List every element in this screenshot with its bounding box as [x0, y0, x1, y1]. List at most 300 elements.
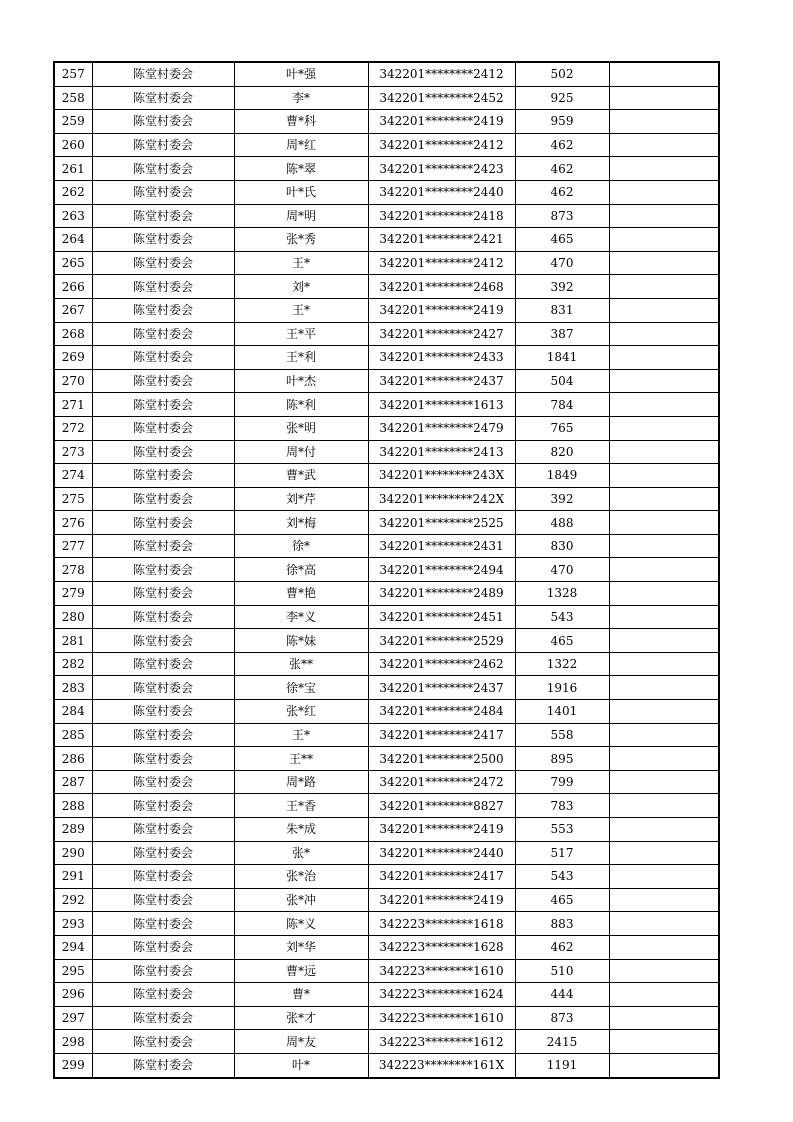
id-number-cell: 342201********2529: [368, 629, 515, 653]
table-row: [54, 629, 719, 653]
remark-cell: [609, 629, 719, 653]
table-row: [54, 275, 719, 299]
table-row: [54, 534, 719, 558]
table-row: [54, 416, 719, 440]
remark-cell: [609, 511, 719, 535]
village-committee-cell: 陈堂村委会: [92, 1030, 234, 1054]
id-number-cell: 342201********2421: [368, 228, 515, 252]
id-number-cell: 342201********2489: [368, 582, 515, 606]
row-number-cell: 267: [54, 298, 92, 322]
row-number-cell: 265: [54, 251, 92, 275]
village-committee-cell: 陈堂村委会: [92, 393, 234, 417]
table-row: [54, 888, 719, 912]
village-committee-cell: 陈堂村委会: [92, 511, 234, 535]
remark-cell: [609, 298, 719, 322]
person-name-cell: 周*路: [234, 770, 368, 794]
remark-cell: [609, 464, 719, 488]
table-row: [54, 440, 719, 464]
person-name-cell: 刘*华: [234, 935, 368, 959]
row-number-cell: 289: [54, 818, 92, 842]
row-number-cell: 278: [54, 558, 92, 582]
person-name-cell: 叶*: [234, 1053, 368, 1077]
id-number-cell: 342201********2472: [368, 770, 515, 794]
remark-cell: [609, 794, 719, 818]
person-name-cell: 王*香: [234, 794, 368, 818]
id-number-cell: 342201********2437: [368, 676, 515, 700]
remark-cell: [609, 1006, 719, 1030]
village-committee-cell: 陈堂村委会: [92, 700, 234, 724]
id-number-cell: 342201********2419: [368, 818, 515, 842]
village-committee-cell: 陈堂村委会: [92, 629, 234, 653]
village-committee-cell: 陈堂村委会: [92, 959, 234, 983]
row-number-cell: 281: [54, 629, 92, 653]
row-number-cell: 299: [54, 1053, 92, 1077]
id-number-cell: 342223********1624: [368, 983, 515, 1007]
remark-cell: [609, 700, 719, 724]
village-committee-cell: 陈堂村委会: [92, 723, 234, 747]
amount-cell: 488: [515, 511, 609, 535]
person-name-cell: 刘*: [234, 275, 368, 299]
amount-cell: 510: [515, 959, 609, 983]
amount-cell: 830: [515, 534, 609, 558]
amount-cell: 462: [515, 935, 609, 959]
amount-cell: 765: [515, 416, 609, 440]
village-committee-cell: 陈堂村委会: [92, 534, 234, 558]
village-committee-cell: 陈堂村委会: [92, 204, 234, 228]
village-committee-cell: 陈堂村委会: [92, 676, 234, 700]
person-name-cell: 曹*: [234, 983, 368, 1007]
remark-cell: [609, 487, 719, 511]
id-number-cell: 342201********2479: [368, 416, 515, 440]
remark-cell: [609, 86, 719, 110]
remark-cell: [609, 1053, 719, 1077]
id-number-cell: 342201********2433: [368, 346, 515, 370]
id-number-cell: 342201********2525: [368, 511, 515, 535]
row-number-cell: 285: [54, 723, 92, 747]
id-number-cell: 342223********1610: [368, 959, 515, 983]
amount-cell: 1191: [515, 1053, 609, 1077]
table-row: [54, 180, 719, 204]
remark-cell: [609, 841, 719, 865]
village-committee-cell: 陈堂村委会: [92, 133, 234, 157]
row-number-cell: 287: [54, 770, 92, 794]
id-number-cell: 342201********2440: [368, 841, 515, 865]
table-row: [54, 1030, 719, 1054]
village-committee-cell: 陈堂村委会: [92, 110, 234, 134]
table-row: [54, 605, 719, 629]
village-committee-cell: 陈堂村委会: [92, 62, 234, 86]
row-number-cell: 298: [54, 1030, 92, 1054]
person-name-cell: 王*平: [234, 322, 368, 346]
row-number-cell: 293: [54, 912, 92, 936]
table-row: [54, 369, 719, 393]
village-committee-cell: 陈堂村委会: [92, 157, 234, 181]
id-number-cell: 342223********1610: [368, 1006, 515, 1030]
village-committee-cell: 陈堂村委会: [92, 487, 234, 511]
village-committee-cell: 陈堂村委会: [92, 1006, 234, 1030]
remark-cell: [609, 676, 719, 700]
id-number-cell: 342201********2452: [368, 86, 515, 110]
person-name-cell: 徐*: [234, 534, 368, 558]
remark-cell: [609, 888, 719, 912]
amount-cell: 543: [515, 865, 609, 889]
village-committee-cell: 陈堂村委会: [92, 865, 234, 889]
person-name-cell: 周*红: [234, 133, 368, 157]
row-number-cell: 262: [54, 180, 92, 204]
person-name-cell: 叶*杰: [234, 369, 368, 393]
amount-cell: 883: [515, 912, 609, 936]
row-number-cell: 280: [54, 605, 92, 629]
table-row: [54, 228, 719, 252]
person-name-cell: 刘*芹: [234, 487, 368, 511]
table-row: [54, 204, 719, 228]
remark-cell: [609, 865, 719, 889]
amount-cell: 1328: [515, 582, 609, 606]
amount-cell: 895: [515, 747, 609, 771]
row-number-cell: 260: [54, 133, 92, 157]
remark-cell: [609, 110, 719, 134]
id-number-cell: 342201********2427: [368, 322, 515, 346]
row-number-cell: 283: [54, 676, 92, 700]
id-number-cell: 342201********242X: [368, 487, 515, 511]
remark-cell: [609, 723, 719, 747]
amount-cell: 392: [515, 275, 609, 299]
person-name-cell: 陈*妹: [234, 629, 368, 653]
person-name-cell: 曹*武: [234, 464, 368, 488]
id-number-cell: 342201********2423: [368, 157, 515, 181]
village-committee-cell: 陈堂村委会: [92, 228, 234, 252]
row-number-cell: 270: [54, 369, 92, 393]
village-committee-cell: 陈堂村委会: [92, 369, 234, 393]
row-number-cell: 288: [54, 794, 92, 818]
roster-table: [53, 61, 720, 1079]
amount-cell: 873: [515, 1006, 609, 1030]
remark-cell: [609, 440, 719, 464]
remark-cell: [609, 912, 719, 936]
table-row: [54, 983, 719, 1007]
row-number-cell: 261: [54, 157, 92, 181]
remark-cell: [609, 275, 719, 299]
amount-cell: 465: [515, 629, 609, 653]
remark-cell: [609, 818, 719, 842]
table-row: [54, 393, 719, 417]
person-name-cell: 王*: [234, 723, 368, 747]
id-number-cell: 342223********1628: [368, 935, 515, 959]
roster-sheet: [53, 61, 718, 1079]
village-committee-cell: 陈堂村委会: [92, 935, 234, 959]
amount-cell: 873: [515, 204, 609, 228]
table-row: [54, 912, 719, 936]
person-name-cell: 陈*翠: [234, 157, 368, 181]
person-name-cell: 曹*科: [234, 110, 368, 134]
id-number-cell: 342201********2500: [368, 747, 515, 771]
id-number-cell: 342201********2494: [368, 558, 515, 582]
village-committee-cell: 陈堂村委会: [92, 464, 234, 488]
id-number-cell: 342201********2412: [368, 133, 515, 157]
row-number-cell: 291: [54, 865, 92, 889]
id-number-cell: 342201********2417: [368, 865, 515, 889]
table-row: [54, 935, 719, 959]
remark-cell: [609, 62, 719, 86]
amount-cell: 959: [515, 110, 609, 134]
person-name-cell: 刘*梅: [234, 511, 368, 535]
row-number-cell: 259: [54, 110, 92, 134]
row-number-cell: 271: [54, 393, 92, 417]
person-name-cell: 李*义: [234, 605, 368, 629]
village-committee-cell: 陈堂村委会: [92, 841, 234, 865]
amount-cell: 502: [515, 62, 609, 86]
person-name-cell: 王*: [234, 298, 368, 322]
id-number-cell: 342201********2417: [368, 723, 515, 747]
amount-cell: 1849: [515, 464, 609, 488]
id-number-cell: 342201********2412: [368, 251, 515, 275]
amount-cell: 392: [515, 487, 609, 511]
amount-cell: 553: [515, 818, 609, 842]
village-committee-cell: 陈堂村委会: [92, 983, 234, 1007]
roster-table-body: [54, 62, 719, 1078]
id-number-cell: 342201********2419: [368, 110, 515, 134]
table-row: [54, 464, 719, 488]
amount-cell: 2415: [515, 1030, 609, 1054]
amount-cell: 462: [515, 133, 609, 157]
village-committee-cell: 陈堂村委会: [92, 582, 234, 606]
person-name-cell: 周*付: [234, 440, 368, 464]
id-number-cell: 342201********2412: [368, 62, 515, 86]
amount-cell: 543: [515, 605, 609, 629]
person-name-cell: 陈*利: [234, 393, 368, 417]
id-number-cell: 342201********2413: [368, 440, 515, 464]
table-row: [54, 346, 719, 370]
remark-cell: [609, 558, 719, 582]
remark-cell: [609, 935, 719, 959]
table-row: [54, 487, 719, 511]
id-number-cell: 342201********2431: [368, 534, 515, 558]
row-number-cell: 263: [54, 204, 92, 228]
amount-cell: 783: [515, 794, 609, 818]
remark-cell: [609, 346, 719, 370]
row-number-cell: 290: [54, 841, 92, 865]
row-number-cell: 269: [54, 346, 92, 370]
row-number-cell: 286: [54, 747, 92, 771]
table-row: [54, 676, 719, 700]
village-committee-cell: 陈堂村委会: [92, 346, 234, 370]
table-row: [54, 86, 719, 110]
village-committee-cell: 陈堂村委会: [92, 605, 234, 629]
remark-cell: [609, 133, 719, 157]
person-name-cell: 徐*高: [234, 558, 368, 582]
person-name-cell: 李*: [234, 86, 368, 110]
person-name-cell: 周*友: [234, 1030, 368, 1054]
amount-cell: 504: [515, 369, 609, 393]
remark-cell: [609, 204, 719, 228]
table-row: [54, 700, 719, 724]
village-committee-cell: 陈堂村委会: [92, 180, 234, 204]
person-name-cell: 张*明: [234, 416, 368, 440]
row-number-cell: 296: [54, 983, 92, 1007]
row-number-cell: 273: [54, 440, 92, 464]
table-row: [54, 1006, 719, 1030]
village-committee-cell: 陈堂村委会: [92, 747, 234, 771]
amount-cell: 387: [515, 322, 609, 346]
table-row: [54, 723, 719, 747]
table-row: [54, 110, 719, 134]
row-number-cell: 284: [54, 700, 92, 724]
remark-cell: [609, 157, 719, 181]
village-committee-cell: 陈堂村委会: [92, 298, 234, 322]
village-committee-cell: 陈堂村委会: [92, 275, 234, 299]
village-committee-cell: 陈堂村委会: [92, 416, 234, 440]
village-committee-cell: 陈堂村委会: [92, 652, 234, 676]
amount-cell: 799: [515, 770, 609, 794]
remark-cell: [609, 228, 719, 252]
amount-cell: 470: [515, 251, 609, 275]
village-committee-cell: 陈堂村委会: [92, 888, 234, 912]
id-number-cell: 342201********8827: [368, 794, 515, 818]
id-number-cell: 342201********2437: [368, 369, 515, 393]
id-number-cell: 342201********243X: [368, 464, 515, 488]
amount-cell: 784: [515, 393, 609, 417]
village-committee-cell: 陈堂村委会: [92, 86, 234, 110]
table-row: [54, 62, 719, 86]
person-name-cell: 曹*艳: [234, 582, 368, 606]
row-number-cell: 297: [54, 1006, 92, 1030]
remark-cell: [609, 983, 719, 1007]
amount-cell: 820: [515, 440, 609, 464]
person-name-cell: 张*治: [234, 865, 368, 889]
village-committee-cell: 陈堂村委会: [92, 558, 234, 582]
id-number-cell: 342201********2451: [368, 605, 515, 629]
person-name-cell: 张**: [234, 652, 368, 676]
row-number-cell: 257: [54, 62, 92, 86]
remark-cell: [609, 322, 719, 346]
table-row: [54, 747, 719, 771]
remark-cell: [609, 369, 719, 393]
remark-cell: [609, 605, 719, 629]
person-name-cell: 陈*义: [234, 912, 368, 936]
table-row: [54, 322, 719, 346]
remark-cell: [609, 652, 719, 676]
id-number-cell: 342201********2462: [368, 652, 515, 676]
person-name-cell: 叶*氏: [234, 180, 368, 204]
amount-cell: 470: [515, 558, 609, 582]
id-number-cell: 342201********2468: [368, 275, 515, 299]
person-name-cell: 叶*强: [234, 62, 368, 86]
id-number-cell: 342201********2419: [368, 298, 515, 322]
person-name-cell: 徐*宝: [234, 676, 368, 700]
remark-cell: [609, 959, 719, 983]
person-name-cell: 张*: [234, 841, 368, 865]
table-row: [54, 959, 719, 983]
remark-cell: [609, 393, 719, 417]
amount-cell: 517: [515, 841, 609, 865]
row-number-cell: 294: [54, 935, 92, 959]
table-row: [54, 652, 719, 676]
remark-cell: [609, 251, 719, 275]
remark-cell: [609, 1030, 719, 1054]
table-row: [54, 511, 719, 535]
village-committee-cell: 陈堂村委会: [92, 1053, 234, 1077]
table-row: [54, 251, 719, 275]
remark-cell: [609, 180, 719, 204]
table-row: [54, 841, 719, 865]
village-committee-cell: 陈堂村委会: [92, 770, 234, 794]
person-name-cell: 王*: [234, 251, 368, 275]
person-name-cell: 王*利: [234, 346, 368, 370]
person-name-cell: 王**: [234, 747, 368, 771]
row-number-cell: 295: [54, 959, 92, 983]
village-committee-cell: 陈堂村委会: [92, 322, 234, 346]
table-row: [54, 770, 719, 794]
amount-cell: 1401: [515, 700, 609, 724]
table-row: [54, 582, 719, 606]
village-committee-cell: 陈堂村委会: [92, 251, 234, 275]
person-name-cell: 朱*成: [234, 818, 368, 842]
row-number-cell: 275: [54, 487, 92, 511]
table-row: [54, 865, 719, 889]
person-name-cell: 曹*远: [234, 959, 368, 983]
village-committee-cell: 陈堂村委会: [92, 794, 234, 818]
id-number-cell: 342201********2440: [368, 180, 515, 204]
table-row: [54, 794, 719, 818]
amount-cell: 444: [515, 983, 609, 1007]
row-number-cell: 277: [54, 534, 92, 558]
person-name-cell: 周*明: [234, 204, 368, 228]
amount-cell: 465: [515, 888, 609, 912]
village-committee-cell: 陈堂村委会: [92, 818, 234, 842]
table-row: [54, 157, 719, 181]
amount-cell: 1322: [515, 652, 609, 676]
table-row: [54, 133, 719, 157]
remark-cell: [609, 582, 719, 606]
id-number-cell: 342201********2484: [368, 700, 515, 724]
row-number-cell: 258: [54, 86, 92, 110]
village-committee-cell: 陈堂村委会: [92, 440, 234, 464]
person-name-cell: 张*才: [234, 1006, 368, 1030]
amount-cell: 1841: [515, 346, 609, 370]
remark-cell: [609, 534, 719, 558]
table-row: [54, 1053, 719, 1077]
amount-cell: 1916: [515, 676, 609, 700]
row-number-cell: 268: [54, 322, 92, 346]
table-row: [54, 818, 719, 842]
row-number-cell: 266: [54, 275, 92, 299]
person-name-cell: 张*冲: [234, 888, 368, 912]
id-number-cell: 342201********1613: [368, 393, 515, 417]
person-name-cell: 张*红: [234, 700, 368, 724]
person-name-cell: 张*秀: [234, 228, 368, 252]
amount-cell: 831: [515, 298, 609, 322]
remark-cell: [609, 747, 719, 771]
amount-cell: 465: [515, 228, 609, 252]
amount-cell: 462: [515, 157, 609, 181]
row-number-cell: 276: [54, 511, 92, 535]
row-number-cell: 272: [54, 416, 92, 440]
table-row: [54, 298, 719, 322]
amount-cell: 925: [515, 86, 609, 110]
amount-cell: 558: [515, 723, 609, 747]
row-number-cell: 279: [54, 582, 92, 606]
row-number-cell: 282: [54, 652, 92, 676]
id-number-cell: 342201********2419: [368, 888, 515, 912]
village-committee-cell: 陈堂村委会: [92, 912, 234, 936]
id-number-cell: 342223********1618: [368, 912, 515, 936]
id-number-cell: 342223********161X: [368, 1053, 515, 1077]
row-number-cell: 264: [54, 228, 92, 252]
remark-cell: [609, 770, 719, 794]
amount-cell: 462: [515, 180, 609, 204]
table-row: [54, 558, 719, 582]
id-number-cell: 342201********2418: [368, 204, 515, 228]
